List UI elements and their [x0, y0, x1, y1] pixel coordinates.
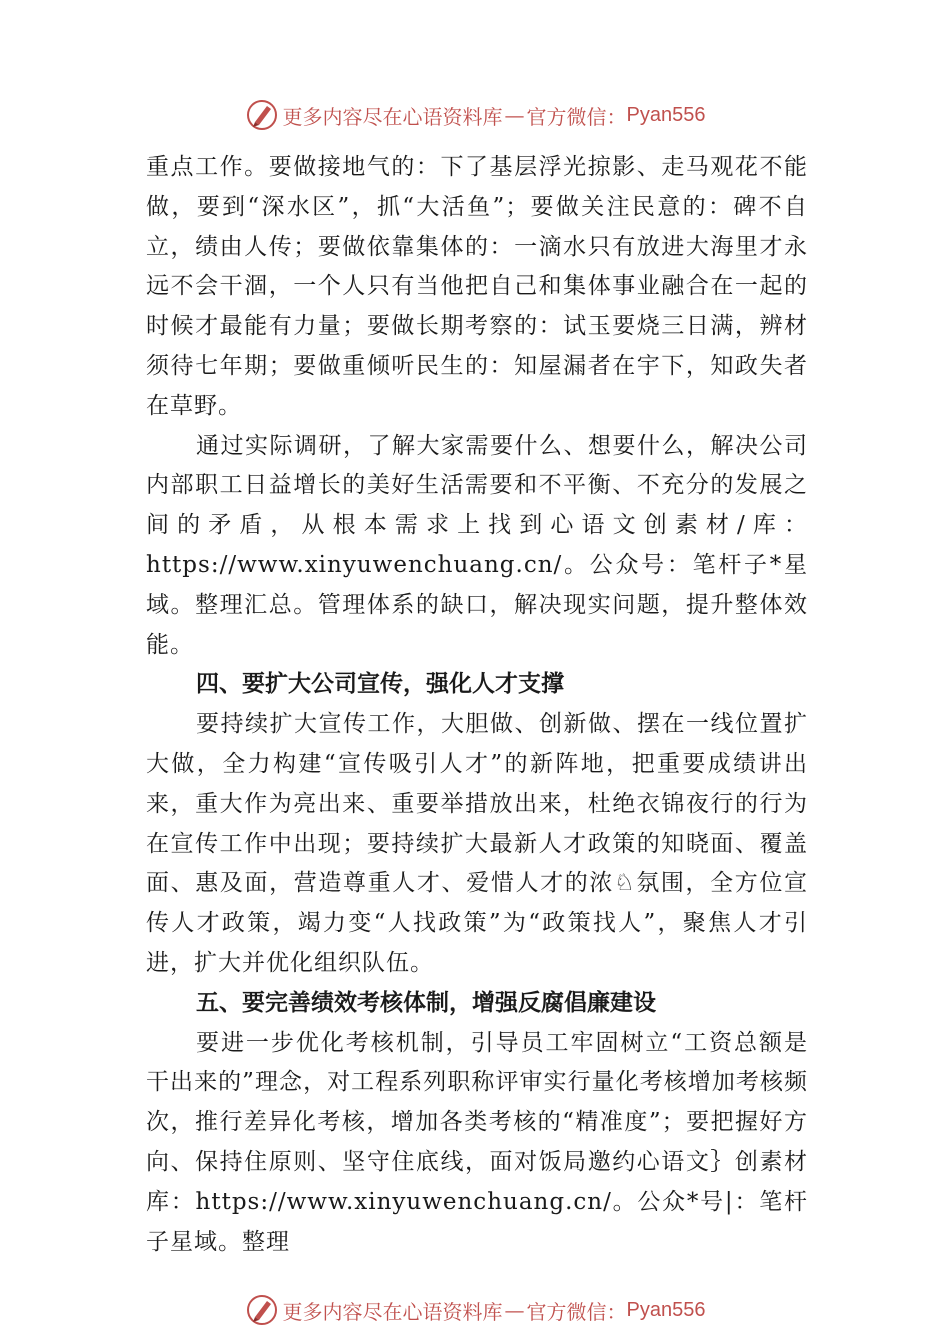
banner-wechat-label: 官方微信：: [526, 104, 627, 129]
paragraph: 重点工作。要做接地气的：下了基层浮光掠影、走马观花不能做，要到“深水区”，抓“大活鱼”；要做关注民意的：碑不自立，绩由人传；要做依靠集体的：一滴水只有放进大海里才永远不会干涸，一个人只有当他把自己和集体事业融合在一起的时候才最能有力量；要做长期考察的：试玉要烧三日满，辨材须待七年期；要做重倾听民生的：知屋漏者在宇下，知政失者在草野。: [146, 154, 808, 419]
banner-title: 更多内容尽在心语资料库: [282, 1299, 503, 1324]
banner-wechat-id: Pyan556: [626, 103, 706, 126]
paragraph: 要进一步优化考核机制，引导员工牢固树立“工资总额是干出来的”理念，对工程系列职称评审实行量化考核增加考核频次，推行差异化考核，增加各类考核的“精准度”；要把握好方向、保持住原则、坚守住底线，面对饭局邀约心语文｝创素材库：https://www.xinyuwenchuang.cn/。公众*号|：笔杆子星域。整理: [146, 1029, 808, 1255]
paragraph: 要持续扩大宣传工作，大胆做、创新做、摆在一线位置扩大做，全力构建“宣传吸引人才”的新阵地，把重要成绩讲出来，重大作为亮出来、重要举措放出来，杜绝衣锦夜行的行为在宣传工作中出现；要持续扩大最新人才政策的知晓面、覆盖面、惠及面，营造尊重人才、爱惜人才的浓♘氛围，全方位宣传人才政策，竭力变“人找政策”为“政策找人”，聚焦人才引进，扩大并优化组织队伍。: [146, 711, 808, 976]
banner-title: 更多内容尽在心语资料库: [282, 104, 503, 129]
banner-dash: —: [504, 103, 525, 127]
document-body: [146, 148, 808, 1262]
footer-banner: [0, 1290, 950, 1330]
banner-dash: —: [504, 1298, 525, 1322]
banner-wechat-id: Pyan556: [626, 1298, 706, 1321]
section-heading: 四、要扩大公司宣传，强化人才支撑: [196, 671, 564, 698]
paragraph: 通过实际调研，了解大家需要什么、想要什么，解决公司内部职工日益增长的美好生活需要和不平衡、不充分的发展之间的矛盾，从根本需求上找到心语文创素材/库：https://www.xinyuwenchuang.cn/。公众号：笔杆子*星域。整理汇总。管理体系的缺口，解决现实问题，提升整体效能。: [146, 432, 808, 658]
pen-logo-icon: [245, 1293, 279, 1327]
pen-logo-icon: [245, 98, 279, 132]
banner-wechat-label: 官方微信：: [526, 1299, 627, 1324]
header-banner: [0, 95, 950, 135]
section-heading: 五、要完善绩效考核体制，增强反腐倡廉建设: [196, 989, 656, 1016]
